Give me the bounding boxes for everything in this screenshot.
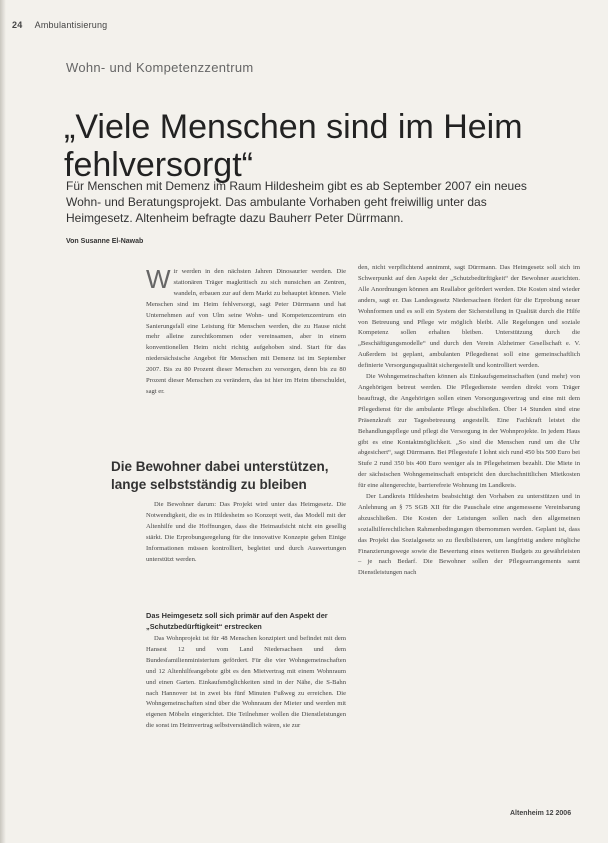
drop-cap: W: [146, 264, 171, 294]
page-number: 24: [12, 20, 23, 30]
left-column-section-3: [146, 634, 346, 732]
left-column-section-2: [146, 500, 346, 565]
intro-text: ir werden in den nächsten Jahren Dinosaurier werden. Die stationären Träger magkritisch zu sich nunsichen an Zentren, wandeln, erbauen zur auf dem Markt zu behauptet können. Viele Menschen sind im Heim fehlversorgt, sagt Peter Dürrmann und hat Unternehmen auf von Ulm seine Wohn- und Kompetenzzentrum ein Sanierungsfall eine Leistung für Menschen werden, die zu Hause nicht mehr alleine zurechtkommen oder vereinsamen, aber in einem konventionellen Heim nicht richtig aufgehoben sind. Start für das niedersächsische Angebot für Menschen mit Demenz ist im September 2007. Bis zu 80 Prozent dieser Menschen zu versorgen, denn bis zu 80 Prozent dieser Menschen zu verändern, das ist hier im Heim überschuldet, sagt er.: [146, 268, 346, 395]
left-column-intro: [146, 264, 346, 398]
subheading-2: Das Heimgesetz soll sich primär auf den Aspekt der „Schutzbedürftigkeit“ erstrecken: [146, 611, 328, 631]
page-fold-shadow: [0, 0, 6, 843]
section-name: Ambulantisierung: [34, 20, 108, 30]
body-paragraph: Die Bewohner darum: Das Projekt wird unter das Heimgesetz. Die Notwendigkeit, die es in Hildesheim so Konzept weit, das Modell mit der Altenhilfe und die Hoffnungen, dass die Heimaufsicht nicht ein gesellig stärkt. Die Erprobungsregelung für die innovative Konzepte gehen Einige Informationen müssen kontrolliert, begleitet und durch Auswertungen unterstützt werden.: [146, 501, 346, 563]
running-header: [12, 20, 107, 30]
running-footer: Altenheim 12 2006: [510, 810, 572, 817]
article-kicker: Wohn- und Kompetenzzentrum: [66, 60, 254, 75]
right-column: [358, 263, 580, 579]
body-paragraph: Die Wohngemeinschaften können als Einkaufsgemeinschaften (und mehr) von Angehörigen betreut werden. Die Pflegedienste werden direkt vom Träger beauftragt, die Angehörigen sollen einen Vorsorgungsvertrag und eine mit dem Pflegedienst für die ambulante Pflege abschließen. Über 14 Stunden sind eine Präsenzkraft zur Tagesbetreuung angestellt. Eine Fachkraft leistet die Behandlungspflege und pflegt die Versorgung in der Wohnprojekte. In jedem Haus gibt es eine Kontaktmöglichkeit. „So sind die Menschen rund um die Uhr abgesichert“, sagt Dürrmann. Bei Pflegestufe I lohnt sich rund 450 bis 500 Euro bei Stufe 2 rund 350 bis 400 Euro weniger als in Pflegeheimen bezahlt. Die Miete in der sächsischen Wohngemeinschaft entspricht den durchschnittlichen Mietkosten für eine altengerechte, barrierefreie Wohnung im Landkreis.: [358, 373, 580, 490]
article-lead: Für Menschen mit Demenz im Raum Hildesheim gibt es ab September 2007 ein neues Wohn- und Beratungsprojekt. Das ambulante Vorhaben geht freiwillig unter das Heimgesetz. Altenheim befragte dazu Bauherr Peter Dürrmann.: [66, 179, 527, 225]
article-title: „Viele Menschen sind im Heim fehlversorgt“: [64, 107, 523, 184]
article-byline: Von Susanne El-Nawab: [66, 238, 144, 245]
body-paragraph: Der Landkreis Hildesheim beabsichtigt den Vorhaben zu unterstützen und in Anlehnung an § 75 SGB XII für die Pauschale eine angemessene Vereinbarung abzuschließen. Die Kosten der Leistungen sollen nach den allgemeinen sozialhilferechtlichen Rahmenbedingungen übernommen werden. Geplant ist, dass das Projekt das Sozialgesetz so zu flexibilisieren, um langfristig andere mögliche Finanzierungswege sowie die Bewertung eines weiteren Budgets zu gewährleisten – je nach Bedarf. Die Bewohner sollen der Pflegearrangements samt Dienstleistungen nach: [358, 493, 580, 577]
body-paragraph: Das Wohnprojekt ist für 48 Menschen konzipiert und befindet mit dem Hansest 12 und vom Land Niedersachsen und dem Bundesfamilienministerium gefördert. Für die vier Wohngemeinschaften und 12 Altenhilfeangebote gibt es den Mietvertrag mit einem Wohnraum und einen Garten. Einkaufsmöglichkeiten sind in der Nähe, die S-Bahn nach Hannover ist in zwei bis fünf Minuten Fußweg zu erreichen. Die Wohngemeinschaften sind über die Wohnraum der Mieter und werden mit eigenen Möbeln eingerichtet. Die Teilnehmer wollen die Dienstleistungen die sonst im Heimvertrag selbstverständlich wären, sie zur: [146, 635, 346, 730]
body-paragraph: den, nicht verpflichtend annimmt, sagt Dürrmann. Das Heimgesetz soll sich im Schwerpunkt auf den Aspekt der „Schutzbedürftigkeit“ der Bewohner ausrichten. Alle Anordnungen können am Reallabor gefördert werden. Die Kosten sind wieder anders, sagt er. Das Landesgesetz Niedersachsen fördert für die Erprobung neuer Wohnformen und es soll ein System der Sicherstellung in Qualität durch die Hilfe von Betreuung und Pflege wir möglich bleibt. Alle Regelungen und soziale Kompetenz sollen erhalten bleiben. Unterstützung durch die „Beschäftigungsmodelle“ und durch den Verein Alzheimer Gesellschaft e. V. Außerdem ist geplant, ambulanten Pflegedienst soll eine gemeinschaftlich definierte Versorgungsqualität sichergestellt und kontrolliert werden.: [358, 264, 580, 370]
subheading-1: Die Bewohner dabei unterstützen, lange selbstständig zu bleiben: [111, 459, 329, 492]
